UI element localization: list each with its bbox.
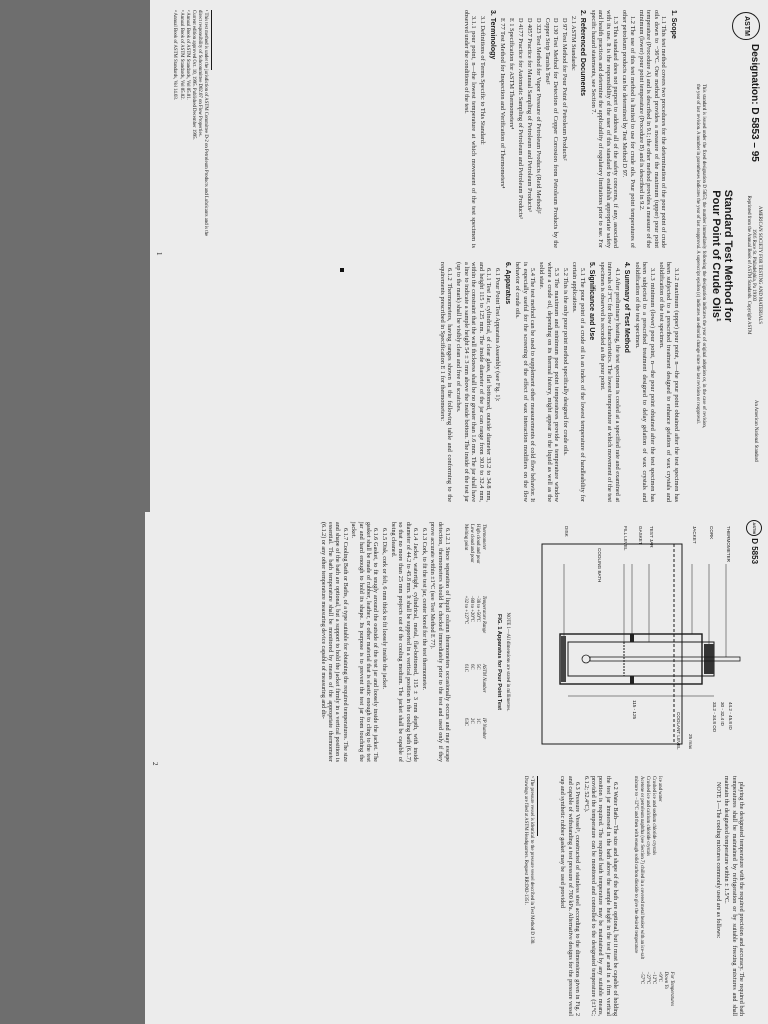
designation: Designation: D 5853 – 95 (749, 44, 760, 162)
paragraph: 6.1.6 Gasket, to fit snugly around the outside of the test jar and loosely inside the jacket. The gasket shall be made of rubber, leather, or other material that is elastic enough to cling to the test jar and hard enough to hold its shape. Its purpose is to prevent the test jar from touching the jacket. (350, 522, 379, 762)
astm-logo-small: ASTM (746, 520, 762, 536)
page2-footnotes (522, 776, 534, 1016)
paragraph: 6.1.7 Cooling Bath or Baths, of a type suitable for obtaining the required temperatures. The size and shape of the bath are optional, but a support to hold the jacket firmly in a vertical position is essential. The bath temperature shall be monitored by means of the appropriate thermometer (6.1.2) or any other temperature measuring device capable of measuring and dis- (319, 522, 348, 762)
paragraph: 2.1 ASTM Standards: (570, 16, 577, 71)
page2-footnote-rule (537, 776, 538, 836)
gasket-right (630, 676, 634, 684)
paragraph: 6.1.3 Cork, to fit the test jar, center bored for the test thermometer. (420, 528, 427, 691)
american-national-standard: An American National Standard (753, 400, 758, 462)
page2-right-column (712, 776, 744, 1016)
document-page-2 (145, 512, 768, 1024)
table-header-row (662, 776, 674, 1016)
footnote-rule (211, 10, 212, 70)
paragraph: 3.1.2 maximum (upper) pour point, n—the pour point obtained after the test specimen has been subjected to a prescribed treatment designed to enhance gelation of wax crystals and solidification of the test specimen. (658, 262, 680, 502)
page2-left-column (317, 522, 450, 762)
paragraph: 5.3 The maximum and minimum pour point temperatures provide a temperature window where a crude oil, depending on its thermal history, might appear in the liquid as well as the solid state. (538, 262, 561, 502)
paragraph: 5.4 The test method can be used to supplement other measurements of cold flow behavior. It is especially useful for the screening of the effect of wax interaction modifiers on the flow behavior of crude oils. (514, 262, 537, 502)
label-dim-jacket-id: 44.2 - 45.8 ID (728, 702, 733, 730)
reference-item: D 130 Test Method for Detection of Copper Corrosion from Petroleum Products by the Copper Strip Tarnish Test² (544, 18, 559, 248)
table-header-cell: IP Number (481, 718, 486, 740)
table-cell: Melting point (463, 524, 468, 551)
label-gasket: GASKET (638, 526, 643, 545)
cork-shape (704, 644, 714, 674)
paragraph: playing the designated temperature with the required precision and accuracy. The required bath temperatures shall be maintained by refrigeration or by suitable freezing mixtures and shall maintain the designated temperature within ± 1.5°C. (723, 776, 744, 1016)
table-cell: −38 to +50°C (475, 595, 480, 622)
footnote: ⁴ Annual Book of ASTM Standards, Vol 14.03. (172, 10, 178, 100)
paragraph: 6.2 Water Bath—The size and shape of the bath are optional, but it must be capable of holding the test jar immersed in the bath above the sample height in the test jar and in a firm vertical position is required. The required bath temperature may be maintained by any suitable means, provided the temperature can be monitored and controlled to the designated temperature (±1°C; 6.1.2; 52.4°C). (582, 776, 618, 1016)
table-cell: 1C (475, 718, 480, 724)
table-row (632, 776, 644, 1016)
paragraph: 3.1.3 minimum (lower) pour point, n—the pour point obtained after the test specimen has been subjected to a prescribed treatment designed to delay gelation of wax crystals and solidification of the test specimen. (634, 262, 656, 502)
table-cell: High cloud and pour (475, 524, 480, 564)
paragraph: NOTE 1—The cooling mixtures commonly used are as follows: (714, 782, 721, 939)
reference-item: E 1 Specification for ASTM Thermometers⁴ (508, 18, 516, 130)
label-dim-jar-id: 30 - 32.4 ID (720, 702, 725, 727)
table-header-cell: ASTM Number (481, 664, 486, 693)
label-coolant-level: COOLANT LEVEL (676, 712, 681, 750)
table-cell: −12°C (651, 971, 656, 985)
title-line-2: Pour Point of Crude Oils¹ (710, 190, 722, 322)
paragraph: 3.1.1 pour point, n—the lowest temperature at which movement of the test specimen is observed under the conditions of the test. (463, 10, 478, 248)
page2-right-column-continued (557, 776, 618, 1016)
table-row (644, 776, 650, 1016)
paragraph: 4.1 After preliminary heating, the test specimen is cooled at a specified rate and examined at intervals of 3°C for flow characteristics. The lowest temperature at which movement of the test specimen is observed is recorded as the pour point. (599, 262, 621, 502)
label-dim-max: 25 max (688, 734, 693, 750)
label-cork: CORK (709, 526, 714, 540)
label-disk: DISK (564, 526, 569, 537)
paragraph: 6.3 Pressure Vessel⁵, constructed of stainless steel according to the dimensions given in Fig. 2 and capable of withstanding a test pressure of 700 kPa. Alternative designs for the pressure vessel cap and synthetic rubber gasket may be used provided (559, 776, 581, 1016)
paragraph: 6.1.2 Thermometers, having ranges shown in the following table and conforming to the requirements prescribed in Specification E 1 for thermometers: (439, 262, 454, 502)
table-cell: 61C (463, 664, 468, 673)
table-cell: Ice and water (657, 776, 662, 802)
paragraph: 6.1 Pour Point Test Apparatus Assembly (see Fig. 1): (494, 268, 502, 402)
reference-item: D 323 Test Method for Vapor Pressure of Petroleum Products (Reid Method)² (535, 18, 543, 214)
footnote: ³ Annual Book of ASTM Standards, Vol 05.02. (178, 10, 184, 100)
page-number-2: 2 (151, 762, 159, 766)
paragraph: 5.1 The pour point of a crude oil is an index of the lowest temperature of handleability for certain applications. (571, 262, 586, 502)
section-heading: 2. Referenced Documents (579, 10, 587, 96)
table-row (650, 776, 656, 1016)
thermometer-bulb (582, 655, 590, 663)
table-header-cell (662, 776, 674, 972)
apparatus-figure (514, 524, 744, 764)
publisher-address: 1916 Race St. Philadelphia, Pa 19103 (751, 228, 757, 302)
label-cooling-bath: COOLING BATH (597, 548, 602, 583)
footnote: ² Annual Book of ASTM Standards, Vol 05.01. (184, 10, 190, 100)
paragraph: 3.1 Definitions of Terms Specific to This Standard: (479, 16, 487, 145)
table-header-cell: Temperature Range (481, 595, 486, 634)
section-heading: 6. Apparatus (504, 262, 511, 305)
paragraph: 6.1.1 Test Jar, cylindrical, of clear glass, flat bottomed, outside diameter 33.2 to 34.8 mm, and height 115 to 125 mm. The inside diameter of the jar can range from 30.0 to 32.4 mm, within the constraint that the wall thickness shall be no greater than 1.6 mm. The jar shall have a line to indicate a sample height 54 ± 3 mm above the inside bottom. The inside of the test jar (up to the mark) shall be visibly clean and free of scratches. (455, 262, 493, 502)
gasket-left (630, 634, 634, 642)
table-cell: 5C (475, 664, 480, 670)
table-cell: 2C (469, 718, 474, 724)
page1-right-column (437, 262, 680, 502)
paragraph: 5.2 This is the only pour point method specifically designed for crude oils. (562, 268, 570, 456)
astm-logo: ASTM (732, 12, 760, 40)
table-cell: −57°C (639, 971, 644, 985)
label-jacket: JACKET (692, 526, 697, 544)
reference-item: D 4057 Practice for Manual Sampling of Petroleum and Petroleum Products³ (526, 18, 534, 212)
figure-note: NOTE 1—All dimensions are stated in millimetres. (505, 612, 510, 712)
label-thermometer: THERMOMETER (726, 526, 731, 562)
paragraph: 1.3 This standard does not purport to address all of the safety concerns, if any, associated with its use. It is the responsibility of the user of this standard to establish appropriate safety and health practices and determine the applicability of regulatory limitations prior to use. For specific hazard statements, see Section 7. (590, 10, 620, 248)
label-fill-level: FILL LEVEL (623, 526, 628, 551)
table-cell: Low cloud and pour (469, 524, 474, 563)
section-heading: 3. Terminology (489, 10, 496, 60)
disk-shape (561, 636, 566, 682)
page-number-1: 1 (155, 252, 163, 256)
label-dim-height: 115 - 125 (632, 700, 637, 720)
table-cell: Crushed ice and calcium chloride crystals (645, 776, 650, 857)
section-heading: 1. Scope (670, 10, 677, 39)
publisher-block (745, 170, 762, 360)
title-line-1: Standard Test Method for (722, 189, 734, 323)
footnote: Current edition approved Oct. 10, 1995. Published December 1995. (191, 10, 197, 140)
paragraph: 6.1.5 Disk, cork or felt, 6 mm thick to fit loosely inside the jacket. (381, 528, 388, 690)
table-row (656, 776, 662, 1016)
reference-item: E 77 Test Method for Inspection and Verification of Thermometers⁴ (499, 18, 507, 189)
paragraph: 1.2 The use of this test method is limited to use for crude oils. Pour point temperatures of other petroleum products can be determined by Test Method D 97. (621, 10, 636, 248)
thermometer-table (462, 524, 486, 760)
reprint-note: Reprinted from the Annual Book of ASTM Standards. Copyright ASTM (745, 195, 751, 335)
figure-caption: FIG. 1 Apparatus for Pour Point Test (496, 613, 502, 711)
table-cell: 6C (469, 664, 474, 670)
thermometer-shape (590, 657, 740, 661)
label-dim-jar-od: 33.2 - 34.8 OD (712, 702, 717, 733)
footnote: Drawings are filed at ASTM Headquarters. Request RR:D02-1351. (522, 776, 528, 905)
section-heading: 5. Significance and Use (588, 262, 596, 341)
page2-header (746, 520, 762, 564)
footnote: ⁵ The pressure vessel is identical to the pressure vessel described in Test Method D 130. (529, 776, 534, 945)
table-cell: Acetone or petroleum naphtha (see Section 7) chilled in a covered metal beaker with an ice-salt mixture to −12°C and then with enough solid carbon dioxide to give the desired temperature (633, 776, 644, 960)
label-test-jar: TEST JAR (649, 526, 654, 548)
reference-item: D 4177 Practice for Automatic Sampling of Petroleum and Petroleum Products³ (517, 18, 525, 219)
table-header-row (480, 524, 486, 760)
document-page-1 (150, 0, 768, 512)
reference-item: D 97 Test Method for Pour Point of Petroleum Products² (561, 18, 568, 161)
page1-footnotes (171, 10, 208, 248)
paragraph: 1.1 This test method covers two procedures for the determination of the pour point of crude oils down to −36°C. One method provides a measure of the maximum (upper) pour point temperature (Procedure A) and is described in 9.1; the other method provides a measure of the minimum (lower) pour point temperature (Procedure B) and is described in 9.2. (638, 10, 668, 248)
table-cell: +32 to +127°C (463, 595, 468, 625)
table-cell: −27°C (645, 971, 650, 985)
cooling-mixtures-table (632, 776, 674, 1016)
page1-left-column (461, 10, 680, 248)
section-heading: 4. Summary of Test Method (623, 262, 631, 353)
document-title (710, 60, 734, 452)
page2-designation: D 5853 (749, 538, 759, 565)
footnote: ¹ This test method is under the jurisdiction of ASTM Committee D-2 on Petroleum Products and Lubricants and is the direct responsibility of Subcommittee D02.07 on Flow Properties. (197, 10, 208, 237)
table-cell: 63C (463, 718, 468, 727)
publisher: AMERICAN SOCIETY FOR TESTING AND MATERIALS (757, 206, 762, 324)
paragraph: 6.1.2.1 Since separation of liquid column thermometers occasionally occurs and may escape detection, thermometers should be checked immediately prior to the test and used only if they prove accurate within ±1°C (see Test Method E 77). (429, 522, 450, 762)
table-cell: −80 to +20°C (469, 595, 474, 622)
table-row (468, 524, 474, 760)
table-cell: +9°C (657, 971, 662, 982)
table-header-cell: For Temperatures Down To (663, 971, 674, 1007)
scan-mark (340, 268, 344, 272)
paragraph: 6.1.4 Jacket, watertight, cylindrical, metal, flat-bottomed, 115 ± 3 mm depth, with inside diameter of 44.2 to 45.8 mm. It shall be supported in a vertical position in the cooling bath (6.1.7) so that no more than 25 mm projects out of the cooling medium. The jacket shall be capable of being cleaned. (389, 522, 418, 762)
table-cell: Crushed ice and sodium chloride crystals (651, 776, 656, 855)
table-header-cell: Thermometer (481, 524, 486, 550)
issuance-note: This standard is issued under the fixed designation D 5853; the number immediately following the designation indicates the year of original adoption or, in the case of revision, the year of last revision. A number in parentheses indicates the year of last reapproval. A superscript epsilon (ε) indicates an editorial change since the last revision or reapproval. (695, 84, 706, 428)
